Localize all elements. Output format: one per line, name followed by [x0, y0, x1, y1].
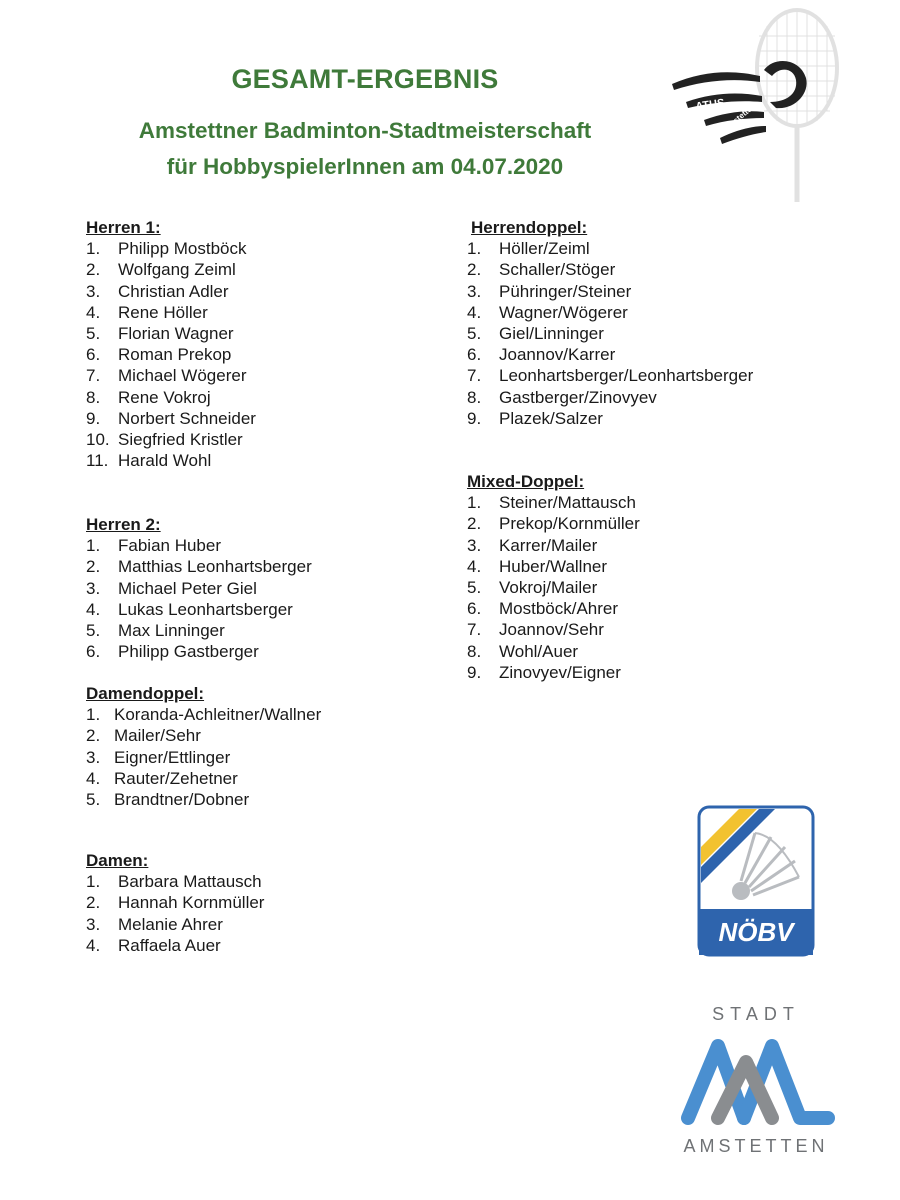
list-item [86, 387, 256, 408]
list-item [86, 871, 264, 892]
player-name: Huber/Wallner [499, 556, 608, 576]
svg-text:AMSTETTEN: AMSTETTEN [683, 1136, 829, 1156]
list-item [86, 535, 312, 556]
player-name: Steiner/Mattausch [499, 493, 637, 513]
list-item [86, 641, 312, 662]
results-list [86, 871, 264, 956]
list-item [86, 892, 264, 913]
list-item [86, 365, 256, 386]
list-item [86, 408, 256, 429]
list-item [86, 914, 264, 935]
player-name: Raffaela Auer [118, 935, 221, 955]
player-name: Harald Wohl [118, 451, 212, 471]
list-item [86, 620, 312, 641]
player-name: Norbert Schneider [118, 408, 256, 428]
player-name: Mostböck/Ahrer [499, 599, 619, 619]
page-subtitle-line1: Amstettner Badminton-Stadtmeisterschaft [138, 118, 592, 143]
list-item [86, 281, 256, 302]
player-name: Michael Peter Giel [118, 578, 257, 598]
results-list [467, 492, 640, 683]
player-name: Zinovyev/Eigner [499, 662, 621, 682]
rank-number: 1. [86, 872, 101, 892]
page-subtitle-line2: für HobbyspielerInnen am 04.07.2020 [166, 154, 564, 179]
section-herrendoppel [467, 217, 753, 429]
section-herren2 [86, 514, 312, 662]
rank-number: 5. [86, 621, 101, 641]
player-name: Siegfried Kristler [118, 430, 243, 450]
list-item [86, 344, 256, 365]
svg-text:NÖBV: NÖBV [718, 917, 794, 947]
player-name: Joannov/Karrer [499, 345, 616, 365]
list-item [467, 365, 753, 386]
list-item [86, 429, 256, 450]
list-item [86, 450, 256, 471]
section-heading: Herren 1: [86, 218, 161, 237]
page-title: GESAMT-ERGEBNIS [231, 64, 499, 94]
rank-number: 8. [467, 387, 482, 407]
rank-number: 9. [467, 408, 482, 428]
player-name: Rene Höller [118, 302, 208, 322]
list-item [467, 619, 640, 640]
list-item [467, 556, 640, 577]
rank-number: 2. [86, 557, 101, 577]
rank-number: 1. [86, 705, 101, 725]
rank-number: 9. [467, 662, 482, 682]
list-item [467, 662, 640, 683]
player-name: Wohl/Auer [499, 641, 579, 661]
rank-number: 3. [86, 914, 101, 934]
list-item [86, 323, 256, 344]
rank-number: 5. [86, 790, 101, 810]
results-list [467, 238, 753, 429]
results-list [86, 704, 321, 810]
rank-number: 1. [86, 536, 101, 556]
player-name: Christian Adler [118, 281, 229, 301]
player-name: Gastberger/Zinovyev [499, 387, 657, 407]
player-name: Prekop/Kornmüller [499, 514, 640, 534]
rank-number: 3. [86, 747, 101, 767]
list-item [467, 641, 640, 662]
results-list [86, 535, 312, 662]
player-name: Max Linninger [118, 621, 225, 641]
list-item [86, 768, 321, 789]
rank-number: 10. [86, 430, 110, 450]
list-item [467, 387, 753, 408]
list-item [467, 598, 640, 619]
player-name: Vokroj/Mailer [499, 578, 598, 598]
svg-text:Amstetten: Amstetten [721, 101, 758, 134]
list-item [467, 408, 753, 429]
section-heading: Damendoppel: [86, 684, 205, 703]
list-item [467, 492, 640, 513]
list-item [467, 259, 753, 280]
rank-number: 8. [86, 387, 101, 407]
player-name: Giel/Linninger [499, 324, 604, 344]
rank-number: 3. [467, 535, 482, 555]
list-item [467, 281, 753, 302]
rank-number: 2. [86, 726, 101, 746]
rank-number: 3. [467, 281, 482, 301]
rank-number: 1. [467, 239, 482, 259]
player-name: Eigner/Ettlinger [114, 747, 231, 767]
list-item [467, 535, 640, 556]
player-name: Pühringer/Steiner [499, 281, 632, 301]
stadt-amstetten-logo [660, 1000, 850, 1160]
list-item [86, 238, 256, 259]
player-name: Wolfgang Zeiml [118, 260, 236, 280]
rank-number: 2. [86, 893, 101, 913]
section-heading: Herrendoppel: [471, 218, 588, 237]
player-name: Leonhartsberger/Leonhartsberger [499, 366, 754, 386]
list-item [467, 577, 640, 598]
rank-number: 6. [86, 345, 101, 365]
list-item [86, 556, 312, 577]
rank-number: 4. [86, 935, 101, 955]
player-name: Mailer/Sehr [114, 726, 201, 746]
player-name: Matthias Leonhartsberger [118, 557, 312, 577]
rank-number: 6. [86, 642, 101, 662]
list-item [86, 935, 264, 956]
rank-number: 11. [86, 451, 109, 471]
section-heading: Damen: [86, 851, 149, 870]
player-name: Rene Vokroj [118, 387, 211, 407]
shuttlecock-racket-icon [664, 6, 840, 206]
player-name: Barbara Mattausch [118, 872, 262, 892]
list-item [467, 513, 640, 534]
rank-number: 7. [467, 366, 482, 386]
rank-number: 6. [467, 599, 482, 619]
player-name: Schaller/Stöger [499, 260, 616, 280]
list-item [86, 599, 312, 620]
section-damendoppel [86, 683, 321, 810]
nobv-logo [697, 805, 815, 957]
player-name: Melanie Ahrer [118, 914, 223, 934]
rank-number: 4. [467, 302, 482, 322]
list-item [86, 302, 256, 323]
rank-number: 2. [467, 260, 482, 280]
player-name: Michael Wögerer [118, 366, 247, 386]
rank-number: 1. [467, 493, 482, 513]
rank-number: 2. [86, 260, 101, 280]
player-name: Hannah Kornmüller [118, 893, 265, 913]
list-item [86, 259, 256, 280]
player-name: Brandtner/Dobner [114, 790, 250, 810]
svg-text:ATUS: ATUS [694, 97, 726, 113]
list-item [467, 238, 753, 259]
list-item [86, 704, 321, 725]
player-name: Philipp Gastberger [118, 642, 259, 662]
rank-number: 9. [86, 408, 101, 428]
rank-number: 7. [467, 620, 482, 640]
list-item [86, 578, 312, 599]
section-heading: Mixed-Doppel: [467, 472, 585, 491]
rank-number: 1. [86, 239, 101, 259]
player-name: Fabian Huber [118, 536, 222, 556]
rank-number: 3. [86, 578, 101, 598]
player-name: Karrer/Mailer [499, 535, 598, 555]
rank-number: 5. [467, 578, 482, 598]
player-name: Rauter/Zehetner [114, 768, 238, 788]
player-name: Wagner/Wögerer [499, 302, 628, 322]
rank-number: 5. [86, 324, 101, 344]
rank-number: 6. [467, 345, 482, 365]
player-name: Philipp Mostböck [118, 239, 247, 259]
section-damen [86, 850, 264, 956]
list-item [467, 323, 753, 344]
list-item [86, 725, 321, 746]
results-list [86, 238, 256, 471]
rank-number: 4. [86, 302, 101, 322]
section-herren1 [86, 217, 256, 471]
list-item [86, 747, 321, 768]
atus-logo [664, 6, 840, 206]
rank-number: 4. [86, 599, 101, 619]
player-name: Roman Prekop [118, 345, 232, 365]
rank-number: 5. [467, 324, 482, 344]
mountain-m-icon [688, 1046, 828, 1118]
list-item [467, 344, 753, 365]
player-name: Lukas Leonhartsberger [118, 599, 293, 619]
rank-number: 2. [467, 514, 482, 534]
section-mixed-doppel [467, 471, 640, 683]
list-item [467, 302, 753, 323]
rank-number: 7. [86, 366, 101, 386]
player-name: Plazek/Salzer [499, 408, 603, 428]
rank-number: 4. [86, 768, 101, 788]
rank-number: 3. [86, 281, 101, 301]
player-name: Koranda-Achleitner/Wallner [114, 705, 322, 725]
rank-number: 4. [467, 556, 482, 576]
list-item [86, 789, 321, 810]
player-name: Joannov/Sehr [499, 620, 604, 640]
section-heading: Herren 2: [86, 515, 161, 534]
svg-text:STADT: STADT [712, 1004, 800, 1024]
player-name: Höller/Zeiml [499, 239, 590, 259]
player-name: Florian Wagner [118, 324, 234, 344]
rank-number: 8. [467, 641, 482, 661]
